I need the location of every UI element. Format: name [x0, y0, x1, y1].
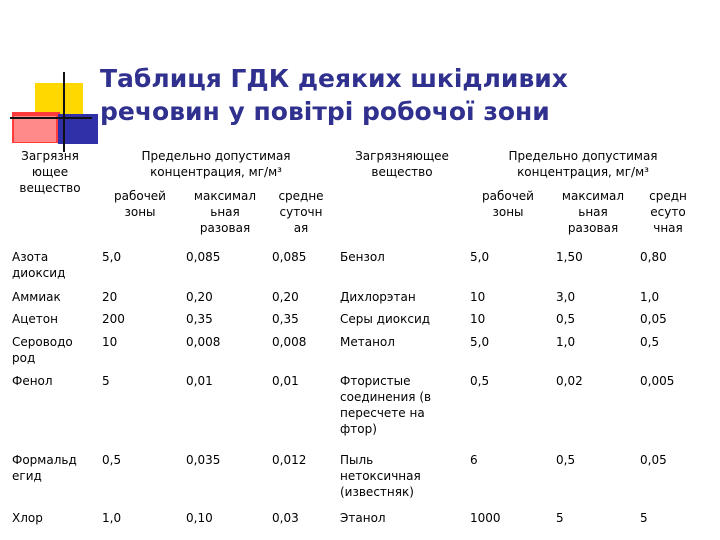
cell-work-zone-left: 10	[102, 335, 118, 349]
cell-max-single-left: 0,085	[186, 250, 221, 264]
cell-max-single-right: 5	[556, 511, 564, 525]
cell-daily-avg-left: 0,012	[272, 453, 307, 467]
cell-daily-avg-left: 0,35	[272, 312, 299, 326]
subheader-right-work-zone: рабочей зоны	[482, 189, 534, 219]
cell-substance-right: Метанол	[340, 335, 395, 349]
cell-max-single-left: 0,01	[186, 374, 213, 388]
cell-work-zone-right: 10	[470, 312, 486, 326]
cell-substance-right: Дихлорэтан	[340, 290, 416, 304]
cell-daily-avg-left: 0,008	[272, 335, 307, 349]
cell-substance-left: Азота диоксид	[12, 250, 66, 280]
header-pdk-right: Предельно допустимая концентрация, мг/м³	[508, 149, 658, 179]
cell-max-single-right: 0,5	[556, 312, 576, 326]
cell-work-zone-left: 5	[102, 374, 110, 388]
cell-substance-left: Аммиак	[12, 290, 61, 304]
cell-max-single-left: 0,20	[186, 290, 213, 304]
cell-max-single-right: 0,02	[556, 374, 583, 388]
subheader-left-max-single: максимал ьная разовая	[193, 189, 257, 235]
cell-substance-right: Бензол	[340, 250, 385, 264]
cell-substance-left: Сероводо род	[12, 335, 73, 365]
cell-work-zone-left: 200	[102, 312, 125, 326]
slide-title: Таблиця ГДК деяких шкідливих речовин у повітрі робочої зони	[100, 64, 568, 126]
cell-daily-avg-left: 0,01	[272, 374, 299, 388]
decor-vertical-line	[63, 72, 65, 152]
cell-max-single-right: 1,50	[556, 250, 583, 264]
decor-pink-square	[14, 116, 56, 142]
cell-work-zone-right: 5,0	[470, 250, 490, 264]
header-pdk-left: Предельно допустимая концентрация, мг/м³	[141, 149, 291, 179]
subheader-right-max-single: максимал ьная разовая	[561, 189, 625, 235]
cell-substance-left: Формальд егид	[12, 453, 77, 483]
cell-daily-avg-right: 0,80	[640, 250, 667, 264]
subheader-left-work-zone: рабочей зоны	[114, 189, 166, 219]
cell-daily-avg-left: 0,20	[272, 290, 299, 304]
cell-daily-avg-right: 0,05	[640, 312, 667, 326]
cell-max-single-left: 0,10	[186, 511, 213, 525]
cell-max-single-right: 0,5	[556, 453, 576, 467]
cell-work-zone-left: 5,0	[102, 250, 122, 264]
cell-substance-right: Этанол	[340, 511, 386, 525]
header-substance-left: Загрязня ющее вещество	[19, 149, 81, 195]
cell-substance-right: Пыль нетоксичная (известняк)	[340, 453, 421, 499]
decor-horizontal-line	[10, 117, 92, 119]
cell-work-zone-left: 0,5	[102, 453, 122, 467]
cell-daily-avg-right: 0,5	[640, 335, 660, 349]
subheader-left-daily-avg: средне суточн ая	[278, 189, 324, 235]
cell-substance-left: Ацетон	[12, 312, 58, 326]
cell-daily-avg-right: 5	[640, 511, 648, 525]
cell-daily-avg-left: 0,03	[272, 511, 299, 525]
cell-substance-left: Хлор	[12, 511, 43, 525]
header-substance-right: Загрязняющее вещество	[355, 149, 449, 179]
cell-max-single-left: 0,035	[186, 453, 221, 467]
cell-max-single-right: 3,0	[556, 290, 576, 304]
cell-substance-right: Серы диоксид	[340, 312, 431, 326]
cell-work-zone-left: 20	[102, 290, 118, 304]
cell-max-single-left: 0,008	[186, 335, 221, 349]
cell-max-single-right: 1,0	[556, 335, 576, 349]
cell-work-zone-right: 1000	[470, 511, 501, 525]
cell-daily-avg-right: 1,0	[640, 290, 660, 304]
cell-work-zone-right: 0,5	[470, 374, 490, 388]
subheader-right-daily-avg: средн есуто чная	[649, 189, 687, 235]
cell-work-zone-right: 10	[470, 290, 486, 304]
cell-daily-avg-left: 0,085	[272, 250, 307, 264]
cell-substance-left: Фенол	[12, 374, 53, 388]
cell-work-zone-left: 1,0	[102, 511, 122, 525]
cell-daily-avg-right: 0,005	[640, 374, 675, 388]
cell-substance-right: Фтористые соединения (в пересчете на фтор)	[340, 374, 432, 436]
cell-work-zone-right: 6	[470, 453, 478, 467]
cell-work-zone-right: 5,0	[470, 335, 490, 349]
cell-daily-avg-right: 0,05	[640, 453, 667, 467]
cell-max-single-left: 0,35	[186, 312, 213, 326]
